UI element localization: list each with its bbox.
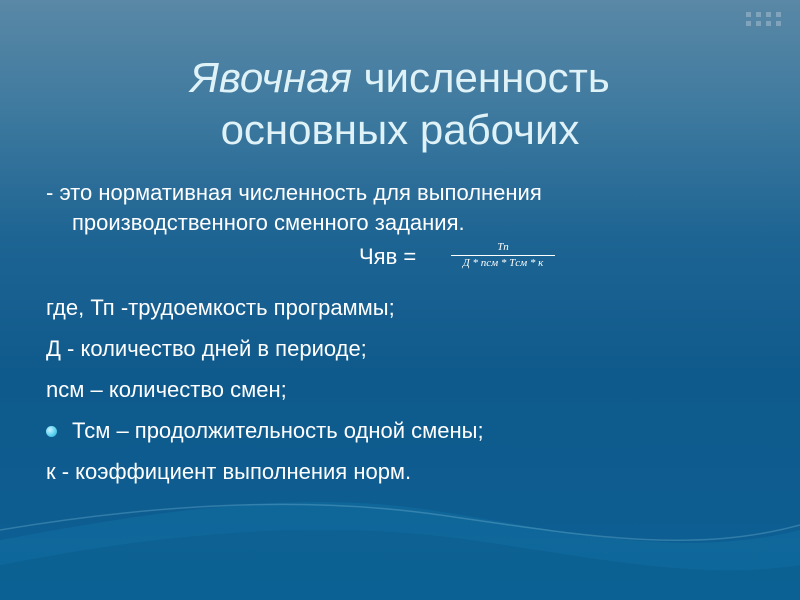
formula xyxy=(46,240,766,280)
formula-lhs: Чяв = xyxy=(359,244,417,269)
formula-fraction xyxy=(451,241,555,270)
formula-denominator: Д * nсм * Tсм * к xyxy=(462,257,544,269)
shift-duration-item xyxy=(46,418,766,444)
bullet-icon xyxy=(46,426,57,437)
shifts-line: nсм – количество смен; xyxy=(46,377,287,402)
coefficient-line: к - коэффициент выполнения норм. xyxy=(46,459,412,484)
shift-duration-text: Тсм – продолжительность одной смены; xyxy=(72,418,484,443)
definition-line2: производственного сменного задания. xyxy=(72,210,465,235)
where-line: где, Тп -трудоемкость программы; xyxy=(46,295,395,320)
formula-numerator: Tп xyxy=(497,241,509,253)
decorative-wave xyxy=(0,470,800,600)
corner-dots xyxy=(746,12,782,26)
days-line: Д - количество дней в периоде; xyxy=(46,336,367,361)
slide-title xyxy=(0,52,800,156)
title-line1-rest: численность xyxy=(352,54,610,101)
definition-line1: - это нормативная численность для выполнения xyxy=(46,180,542,205)
fraction-bar xyxy=(451,255,555,256)
slide-body xyxy=(46,178,766,485)
title-line2: основных рабочих xyxy=(220,106,580,153)
title-italic-word: Явочная xyxy=(190,54,352,101)
